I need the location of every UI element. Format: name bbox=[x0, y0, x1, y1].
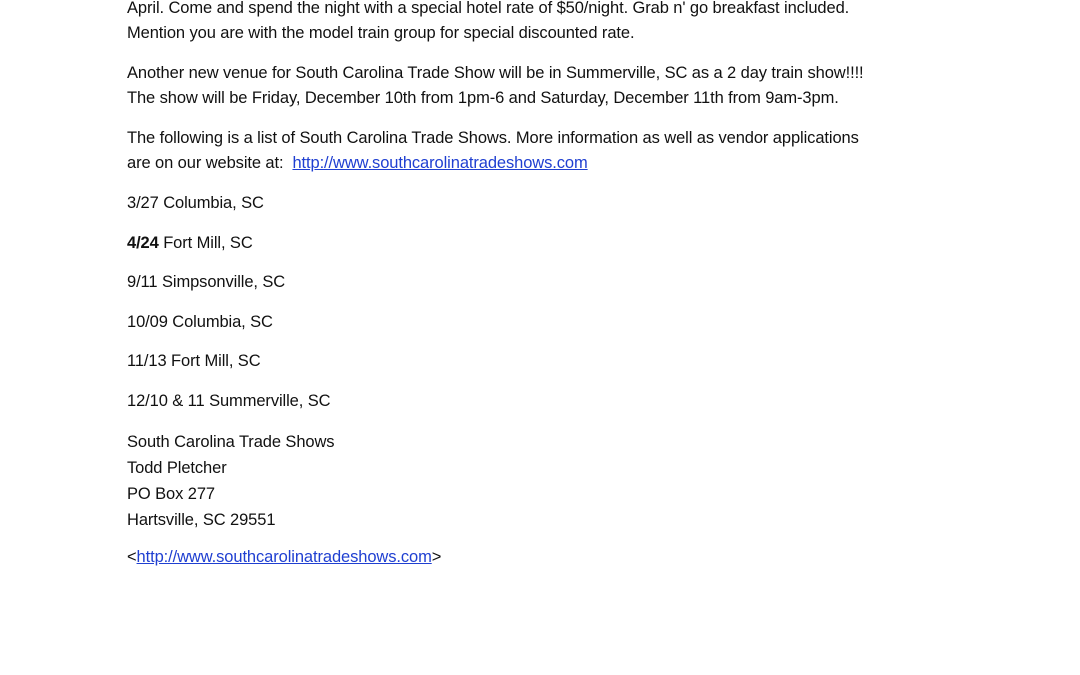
address-city: Hartsville, SC 29551 bbox=[127, 510, 276, 529]
show-date: 10/09 bbox=[127, 312, 168, 331]
show-location: Columbia, SC bbox=[158, 194, 264, 212]
show-location: Summerville, SC bbox=[204, 391, 331, 410]
show-date: 3/27 bbox=[127, 194, 159, 212]
show-list-item bbox=[127, 310, 967, 335]
show-date: 12/10 & 11 bbox=[127, 391, 205, 410]
footer-link-open: < bbox=[127, 547, 137, 566]
show-list-item bbox=[127, 270, 967, 295]
show-date: 11/13 bbox=[127, 352, 167, 371]
footer-link-line bbox=[127, 545, 967, 570]
footer-link-close: > bbox=[431, 547, 442, 566]
website-line-2-prefix: are on our website at: bbox=[127, 154, 293, 172]
address-name: Todd Pletcher bbox=[127, 458, 227, 477]
address-org: South Carolina Trade Shows bbox=[127, 432, 335, 451]
website-line-2 bbox=[127, 151, 967, 176]
footer-website-link[interactable]: http://www.southcarolinatradeshows.com bbox=[136, 547, 432, 566]
hotel-paragraph bbox=[127, 0, 967, 46]
summerville-line-1: Another new venue for South Carolina Trade Show will be in Summerville, SC as a 2 day train show!!!! bbox=[127, 64, 864, 82]
show-location: Fort Mill, SC bbox=[166, 352, 261, 371]
show-list-item bbox=[127, 231, 967, 256]
document-body bbox=[127, 0, 967, 584]
summerville-line-2: The show will be Friday, December 10th from 1pm-6 and Saturday, December 11th from 9am-3pm. bbox=[127, 89, 839, 107]
mailing-address bbox=[127, 429, 967, 533]
show-list-item bbox=[127, 349, 967, 374]
show-date: 9/11 bbox=[127, 273, 158, 292]
address-po-box: PO Box 277 bbox=[127, 484, 215, 503]
show-location: Simpsonville, SC bbox=[157, 273, 286, 292]
website-line-1: The following is a list of South Carolina Trade Shows. More information as well as vendor applications bbox=[127, 129, 859, 147]
show-location: Fort Mill, SC bbox=[158, 233, 253, 252]
show-location: Columbia, SC bbox=[167, 312, 273, 331]
website-paragraph bbox=[127, 126, 967, 176]
show-list-item bbox=[127, 191, 967, 216]
show-list-item bbox=[127, 389, 967, 414]
website-link[interactable]: http://www.southcarolinatradeshows.com bbox=[292, 154, 588, 172]
show-date: 4/24 bbox=[127, 233, 159, 252]
hotel-line-2: Mention you are with the model train group for special discounted rate. bbox=[127, 24, 635, 42]
hotel-line-1: April. Come and spend the night with a special hotel rate of $50/night. Grab n' go breakfast included. bbox=[127, 0, 850, 17]
summerville-paragraph bbox=[127, 61, 967, 111]
